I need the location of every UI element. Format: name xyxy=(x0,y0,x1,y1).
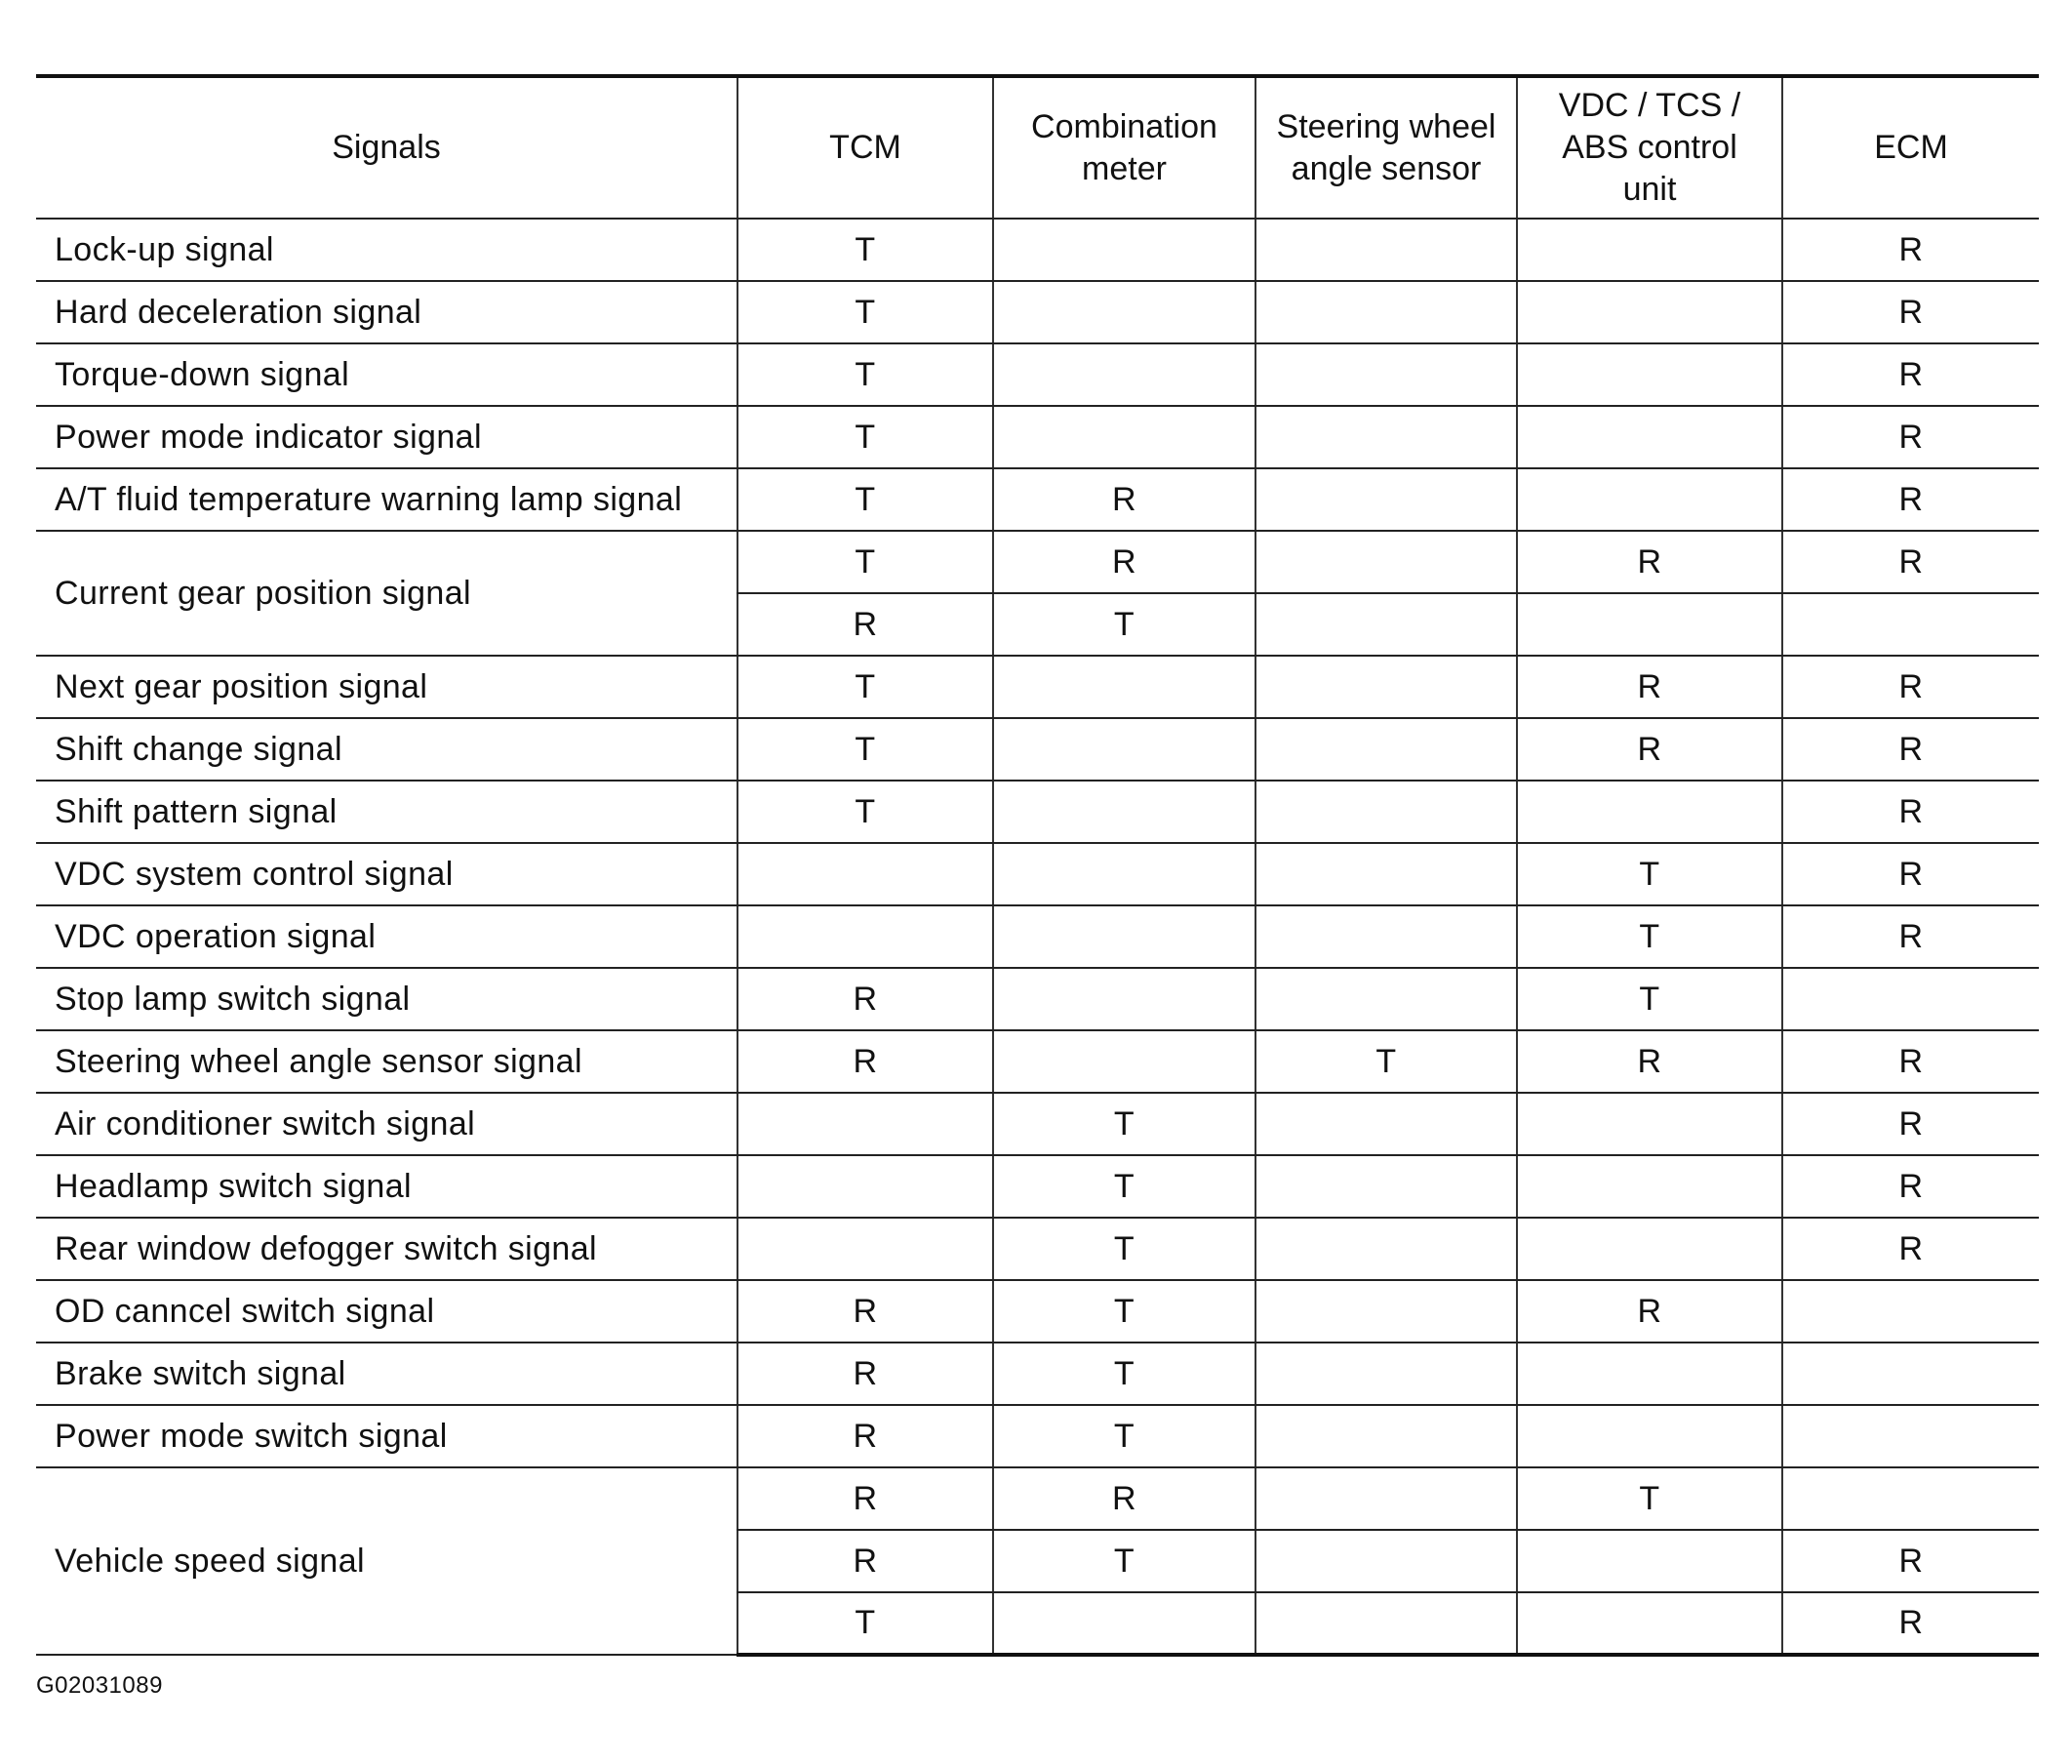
signal-name-cell: Air conditioner switch signal xyxy=(36,1093,737,1155)
signal-name-cell: OD canncel switch signal xyxy=(36,1280,737,1343)
cell-ecm: R xyxy=(1782,531,2039,593)
signal-name-cell: Hard deceleration signal xyxy=(36,281,737,343)
cell-vdc-tcs-abs xyxy=(1517,1343,1782,1405)
cell-tcm: T xyxy=(737,1592,993,1655)
cell-steering-wheel-angle-sensor: T xyxy=(1255,1030,1517,1093)
header-steering-wheel-angle-sensor-label: Steering wheel angle sensor xyxy=(1276,107,1496,187)
cell-vdc-tcs-abs: T xyxy=(1517,1467,1782,1530)
cell-steering-wheel-angle-sensor xyxy=(1255,656,1517,718)
cell-vdc-tcs-abs xyxy=(1517,406,1782,468)
cell-vdc-tcs-abs: T xyxy=(1517,843,1782,905)
header-tcm-label: TCM xyxy=(829,129,901,166)
table-row xyxy=(36,219,2039,281)
cell-tcm: R xyxy=(737,1343,993,1405)
header-signals xyxy=(36,76,737,219)
cell-tcm: T xyxy=(737,718,993,781)
cell-combination-meter xyxy=(993,656,1255,718)
cell-vdc-tcs-abs: R xyxy=(1517,1030,1782,1093)
cell-tcm: T xyxy=(737,281,993,343)
table-row xyxy=(36,343,2039,406)
cell-ecm: R xyxy=(1782,1592,2039,1655)
cell-steering-wheel-angle-sensor xyxy=(1255,718,1517,781)
cell-tcm: R xyxy=(737,1530,993,1592)
cell-tcm: R xyxy=(737,593,993,656)
cell-ecm xyxy=(1782,593,2039,656)
cell-tcm xyxy=(737,1093,993,1155)
cell-ecm: R xyxy=(1782,1218,2039,1280)
cell-steering-wheel-angle-sensor xyxy=(1255,1280,1517,1343)
table-row xyxy=(36,656,2039,718)
cell-ecm xyxy=(1782,1280,2039,1343)
signal-name-cell: Power mode indicator signal xyxy=(36,406,737,468)
cell-tcm: R xyxy=(737,1405,993,1467)
header-combination-meter xyxy=(993,76,1255,219)
cell-ecm xyxy=(1782,1405,2039,1467)
header-signals-label: Signals xyxy=(332,129,441,166)
table-row xyxy=(36,531,2039,593)
signal-name-cell: Shift change signal xyxy=(36,718,737,781)
cell-tcm xyxy=(737,1155,993,1218)
header-vdc-tcs-abs xyxy=(1517,76,1782,219)
signal-name-cell: Next gear position signal xyxy=(36,656,737,718)
signal-name-cell: Vehicle speed signal xyxy=(36,1467,737,1655)
table-row xyxy=(36,1405,2039,1467)
signal-name-cell: Lock-up signal xyxy=(36,219,737,281)
table-row xyxy=(36,718,2039,781)
cell-vdc-tcs-abs xyxy=(1517,1155,1782,1218)
cell-combination-meter: T xyxy=(993,1218,1255,1280)
cell-combination-meter xyxy=(993,406,1255,468)
table-row xyxy=(36,1467,2039,1530)
cell-tcm: T xyxy=(737,406,993,468)
header-row xyxy=(36,76,2039,219)
cell-ecm: R xyxy=(1782,281,2039,343)
cell-vdc-tcs-abs xyxy=(1517,468,1782,531)
cell-ecm: R xyxy=(1782,1093,2039,1155)
cell-steering-wheel-angle-sensor xyxy=(1255,593,1517,656)
cell-combination-meter: R xyxy=(993,468,1255,531)
cell-tcm: T xyxy=(737,656,993,718)
cell-ecm xyxy=(1782,968,2039,1030)
cell-steering-wheel-angle-sensor xyxy=(1255,468,1517,531)
signal-matrix-sheet xyxy=(36,74,2039,1657)
cell-vdc-tcs-abs xyxy=(1517,1405,1782,1467)
cell-tcm: T xyxy=(737,219,993,281)
cell-steering-wheel-angle-sensor xyxy=(1255,843,1517,905)
cell-ecm xyxy=(1782,1467,2039,1530)
cell-tcm: T xyxy=(737,531,993,593)
signal-name-cell: VDC system control signal xyxy=(36,843,737,905)
table-row xyxy=(36,1030,2039,1093)
cell-ecm: R xyxy=(1782,1030,2039,1093)
cell-combination-meter xyxy=(993,905,1255,968)
cell-vdc-tcs-abs xyxy=(1517,593,1782,656)
cell-combination-meter: T xyxy=(993,1530,1255,1592)
table-row xyxy=(36,1343,2039,1405)
cell-steering-wheel-angle-sensor xyxy=(1255,968,1517,1030)
cell-vdc-tcs-abs xyxy=(1517,219,1782,281)
header-vdc-tcs-abs-label: VDC / TCS / ABS control unit xyxy=(1558,87,1741,208)
signal-matrix-table xyxy=(36,74,2039,1657)
cell-combination-meter xyxy=(993,843,1255,905)
signal-name-cell: Stop lamp switch signal xyxy=(36,968,737,1030)
cell-steering-wheel-angle-sensor xyxy=(1255,1093,1517,1155)
signal-name-cell: Current gear position signal xyxy=(36,531,737,656)
cell-ecm: R xyxy=(1782,219,2039,281)
cell-steering-wheel-angle-sensor xyxy=(1255,281,1517,343)
signal-name-cell: A/T fluid temperature warning lamp signal xyxy=(36,468,737,531)
cell-ecm: R xyxy=(1782,1530,2039,1592)
cell-vdc-tcs-abs xyxy=(1517,343,1782,406)
cell-combination-meter: T xyxy=(993,1093,1255,1155)
cell-tcm: R xyxy=(737,1280,993,1343)
cell-tcm: T xyxy=(737,468,993,531)
cell-vdc-tcs-abs: T xyxy=(1517,968,1782,1030)
cell-combination-meter: T xyxy=(993,593,1255,656)
signal-name-cell: Steering wheel angle sensor signal xyxy=(36,1030,737,1093)
cell-steering-wheel-angle-sensor xyxy=(1255,1155,1517,1218)
cell-vdc-tcs-abs xyxy=(1517,1218,1782,1280)
cell-tcm: T xyxy=(737,343,993,406)
cell-combination-meter: R xyxy=(993,531,1255,593)
table-row xyxy=(36,781,2039,843)
table-row xyxy=(36,843,2039,905)
cell-ecm: R xyxy=(1782,1155,2039,1218)
cell-ecm: R xyxy=(1782,343,2039,406)
cell-combination-meter: T xyxy=(993,1343,1255,1405)
cell-combination-meter: T xyxy=(993,1405,1255,1467)
cell-steering-wheel-angle-sensor xyxy=(1255,1405,1517,1467)
cell-ecm: R xyxy=(1782,718,2039,781)
cell-steering-wheel-angle-sensor xyxy=(1255,1343,1517,1405)
table-row xyxy=(36,1093,2039,1155)
cell-vdc-tcs-abs: T xyxy=(1517,905,1782,968)
cell-ecm: R xyxy=(1782,843,2039,905)
cell-vdc-tcs-abs: R xyxy=(1517,656,1782,718)
cell-combination-meter: T xyxy=(993,1155,1255,1218)
signal-name-cell: Shift pattern signal xyxy=(36,781,737,843)
cell-combination-meter xyxy=(993,1030,1255,1093)
cell-combination-meter: R xyxy=(993,1467,1255,1530)
cell-steering-wheel-angle-sensor xyxy=(1255,343,1517,406)
signal-name-cell: Brake switch signal xyxy=(36,1343,737,1405)
header-ecm-label: ECM xyxy=(1874,129,1948,166)
table-row xyxy=(36,281,2039,343)
cell-ecm xyxy=(1782,1343,2039,1405)
cell-combination-meter xyxy=(993,281,1255,343)
cell-combination-meter: T xyxy=(993,1280,1255,1343)
table-row xyxy=(36,968,2039,1030)
cell-steering-wheel-angle-sensor xyxy=(1255,219,1517,281)
cell-ecm: R xyxy=(1782,781,2039,843)
header-combination-meter-label: Combination meter xyxy=(1031,107,1217,187)
table-row xyxy=(36,468,2039,531)
signal-rows xyxy=(36,219,2039,1655)
table-row xyxy=(36,1280,2039,1343)
table-row xyxy=(36,1218,2039,1280)
header-ecm xyxy=(1782,76,2039,219)
cell-steering-wheel-angle-sensor xyxy=(1255,1467,1517,1530)
cell-tcm: R xyxy=(737,1467,993,1530)
cell-ecm: R xyxy=(1782,656,2039,718)
cell-combination-meter xyxy=(993,1592,1255,1655)
cell-combination-meter xyxy=(993,968,1255,1030)
cell-steering-wheel-angle-sensor xyxy=(1255,1592,1517,1655)
cell-vdc-tcs-abs xyxy=(1517,281,1782,343)
cell-vdc-tcs-abs xyxy=(1517,1592,1782,1655)
table-row xyxy=(36,406,2039,468)
table-row xyxy=(36,1155,2039,1218)
signal-name-cell: Power mode switch signal xyxy=(36,1405,737,1467)
cell-vdc-tcs-abs: R xyxy=(1517,718,1782,781)
cell-combination-meter xyxy=(993,343,1255,406)
signal-name-cell: Rear window defogger switch signal xyxy=(36,1218,737,1280)
cell-combination-meter xyxy=(993,219,1255,281)
cell-vdc-tcs-abs xyxy=(1517,1093,1782,1155)
cell-ecm: R xyxy=(1782,468,2039,531)
cell-tcm xyxy=(737,1218,993,1280)
signal-name-cell: Headlamp switch signal xyxy=(36,1155,737,1218)
cell-tcm: R xyxy=(737,968,993,1030)
cell-tcm xyxy=(737,843,993,905)
cell-combination-meter xyxy=(993,781,1255,843)
signal-name-cell: Torque-down signal xyxy=(36,343,737,406)
cell-vdc-tcs-abs: R xyxy=(1517,1280,1782,1343)
cell-vdc-tcs-abs xyxy=(1517,1530,1782,1592)
cell-steering-wheel-angle-sensor xyxy=(1255,1218,1517,1280)
cell-steering-wheel-angle-sensor xyxy=(1255,1530,1517,1592)
cell-tcm: R xyxy=(737,1030,993,1093)
figure-code: G02031089 xyxy=(36,1672,163,1699)
header-tcm xyxy=(737,76,993,219)
table-row xyxy=(36,905,2039,968)
cell-vdc-tcs-abs xyxy=(1517,781,1782,843)
cell-steering-wheel-angle-sensor xyxy=(1255,781,1517,843)
cell-combination-meter xyxy=(993,718,1255,781)
cell-steering-wheel-angle-sensor xyxy=(1255,406,1517,468)
cell-steering-wheel-angle-sensor xyxy=(1255,531,1517,593)
header-steering-wheel-angle-sensor xyxy=(1255,76,1517,219)
cell-ecm: R xyxy=(1782,406,2039,468)
cell-tcm: T xyxy=(737,781,993,843)
cell-vdc-tcs-abs: R xyxy=(1517,531,1782,593)
cell-ecm: R xyxy=(1782,905,2039,968)
signal-name-cell: VDC operation signal xyxy=(36,905,737,968)
cell-steering-wheel-angle-sensor xyxy=(1255,905,1517,968)
cell-tcm xyxy=(737,905,993,968)
